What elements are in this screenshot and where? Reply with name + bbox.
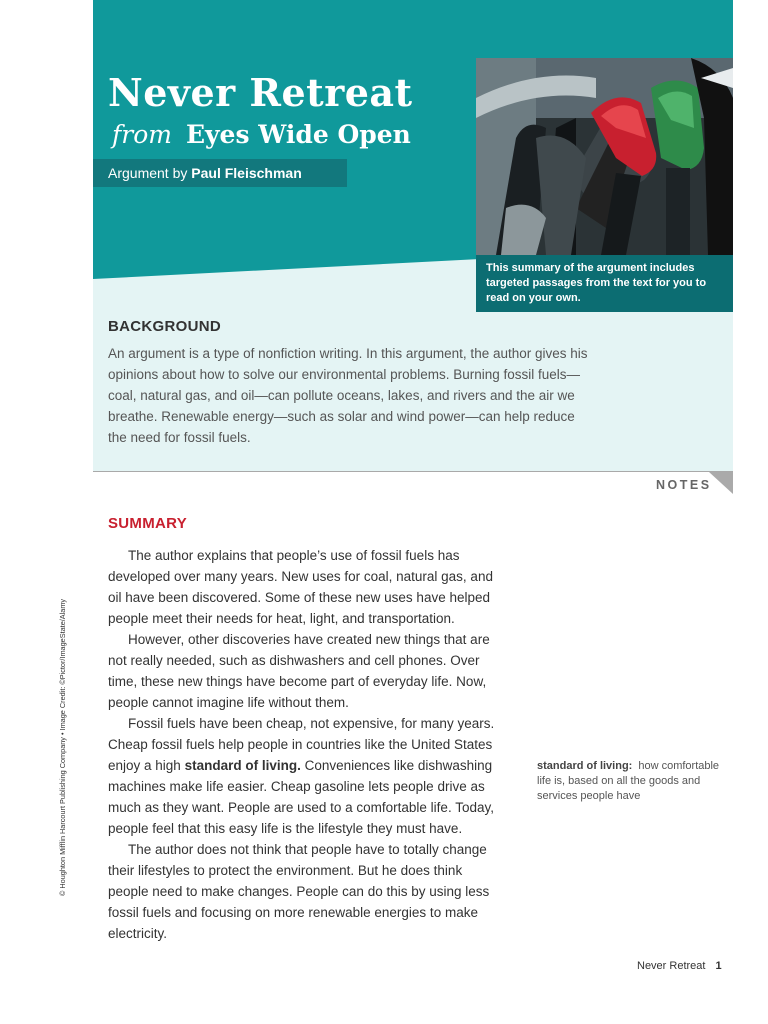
page-title: Never Retreat	[108, 70, 413, 115]
byline-prefix: Argument by	[108, 165, 192, 181]
page-footer	[637, 960, 722, 972]
author-name: Paul Fleischman	[191, 165, 302, 181]
subtitle	[112, 120, 411, 149]
summary-paragraph-2: However, other discoveries have created new things that are not really needed, such as dishwashers and cell phones. Over time, these new things have become part of everyday life. Now, people cannot imagine life without them.	[108, 632, 490, 710]
summary-paragraph-3-end: Conveniences like dishwashing machines make life easier. Cheap gasoline lets people drive as much as they want. People are used to a comfortable life. Today, people feel that this easy life is the lifestyle they must have.	[108, 758, 494, 836]
photo-caption: This summary of the argument includes targeted passages from the text for you to read on your own.	[486, 262, 707, 304]
vocabulary-term: standard of living.	[184, 758, 301, 773]
footer-title: Never Retreat	[637, 960, 706, 972]
glossary-term: standard of living:	[537, 760, 633, 772]
work-title: Eyes Wide Open	[185, 120, 411, 149]
gas-pump-nozzles-photo	[476, 58, 733, 255]
divider	[93, 471, 733, 472]
byline	[108, 165, 302, 181]
glossary-note	[537, 759, 727, 804]
summary-paragraph-1: The author explains that people’s use of fossil fuels has developed over many years. New uses for coal, natural gas, and oil have been discovered. Some of these new uses have helped people meet their needs for heat, light, and transportation.	[108, 548, 493, 626]
notes-label: NOTES	[656, 478, 712, 492]
summary-body	[108, 545, 498, 944]
summary-paragraph-3-start: Fossil fuels have been cheap, not expensive, for many years. Cheap fossil fuels help people in countries like the United States enjoy a high	[108, 716, 495, 773]
background-heading: BACKGROUND	[108, 318, 221, 335]
notes-corner-icon	[709, 472, 733, 494]
summary-paragraph-3	[108, 713, 498, 839]
image-credit: © Houghton Mifflin Harcourt Publishing Company • Image Credit: ©Pictor/ImageState/Alamy	[58, 598, 67, 896]
summary-paragraph-4: The author does not think that people have to totally change their lifestyles to protect the environment. But he does think people need to make changes. People can do this by using less fossil fuels and focusing on more renewable energies to make electricity.	[108, 842, 490, 941]
summary-heading: SUMMARY	[108, 515, 188, 532]
glossary-definition: how comfortable life is, based on all the goods and services people have	[537, 760, 720, 802]
background-text: An argument is a type of nonfiction writing. In this argument, the author gives his opinions about how to solve our environmental problems. Burning fossil fuels—coal, natural gas, and oil—can pollute oceans, lakes, and rivers and the air we breathe. Renewable energy—such as solar and wind power—can help reduce the need for fossil fuels.	[108, 346, 588, 445]
subtitle-from: from	[112, 120, 172, 149]
page-number: 1	[715, 960, 722, 972]
